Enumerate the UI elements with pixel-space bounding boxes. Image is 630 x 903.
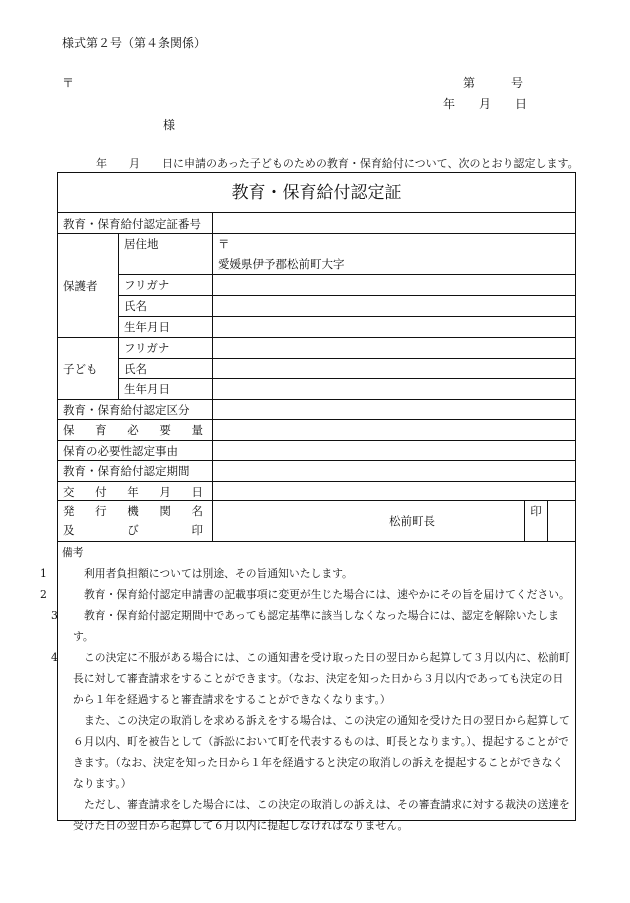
note-item <box>51 647 572 710</box>
row-divider <box>58 500 575 501</box>
label-char: 交 <box>63 485 75 499</box>
column-divider <box>212 213 213 541</box>
label-char: 育 <box>95 423 107 437</box>
addressee-suffix: 様 <box>163 118 176 132</box>
document-date: 年 月 日 <box>443 97 528 111</box>
row-divider <box>58 460 575 461</box>
guardian-dob-label: 生年月日 <box>124 320 170 334</box>
note-item <box>40 584 572 605</box>
guardian-address-value: 愛媛県伊予郡松前町大字 <box>218 257 345 271</box>
postal-mark: 〒 <box>62 76 75 90</box>
guardian-furigana-label: フリガナ <box>124 278 170 292</box>
notes-section <box>40 542 572 836</box>
label-char: 関 <box>159 504 171 518</box>
label-char: 月 <box>159 485 171 499</box>
row-divider <box>58 233 575 234</box>
care-amount-label <box>63 422 203 438</box>
row-divider <box>58 419 575 420</box>
label-char: 及 <box>63 523 75 537</box>
guardian-name-label: 氏名 <box>124 299 147 313</box>
issuer-value: 松前町長 <box>389 514 435 528</box>
form-label: 様式第２号（第４条関係） <box>62 36 207 50</box>
note-text: 教育・保育給付認定期間中であっても認定基準に該当しなくなった場合には、認定を解除いたします。 <box>73 609 559 643</box>
label-char: 要 <box>159 423 171 437</box>
label-char: 行 <box>95 504 107 518</box>
row-divider <box>118 274 575 275</box>
label-char: 量 <box>191 423 203 437</box>
row-divider <box>58 440 575 441</box>
issue-date-label <box>63 484 203 500</box>
row-divider <box>58 481 575 482</box>
label-char: 必 <box>127 423 139 437</box>
period-label: 教育・保育給付認定期間 <box>63 464 190 478</box>
certificate-table <box>40 172 576 832</box>
certificate-title: 教育・保育給付認定証 <box>58 173 575 213</box>
row-divider <box>58 337 575 338</box>
cert-number-label: 教育・保育給付認定証番号 <box>63 217 201 231</box>
child-label: 子ども <box>63 362 98 376</box>
label-char: 日 <box>191 485 203 499</box>
note-text: この決定に不服がある場合には、この通知書を受け取った日の翌日から起算して３月以内に、松前町長に対して審査請求をすることができます。（なお、決定を知った日から３月以内であっても決定の日から１年を経過すると審査請求をすることができなくなります。） <box>73 651 570 706</box>
note-text: 利用者負担額については別途、その旨通知いたします。 <box>84 567 353 580</box>
note-paragraph: ただし、審査請求をした場合には、この決定の取消しの訴えは、その審査請求に対する裁決の送達を受けた日の翌日から起算して６月以内に提起しなければなりません。 <box>73 798 570 832</box>
child-furigana-label: フリガナ <box>124 341 170 355</box>
row-divider <box>118 316 575 317</box>
note-number: 4 <box>51 651 58 664</box>
note-item <box>40 563 572 584</box>
row-divider <box>118 378 575 379</box>
label-char: 機 <box>127 504 139 518</box>
label-char: 保 <box>63 423 75 437</box>
category-label: 教育・保育給付認定区分 <box>63 403 190 417</box>
intro-sentence: 年 月 日に申請のあった子どものための教育・保育給付について、次のとおり認定します。 <box>96 157 579 170</box>
label-char: 年 <box>127 485 139 499</box>
row-divider <box>58 399 575 400</box>
issuer-label-line1 <box>63 503 203 519</box>
guardian-label: 保護者 <box>63 279 98 293</box>
column-divider <box>524 500 525 541</box>
guardian-address-postal: 〒 <box>218 237 230 251</box>
column-divider <box>547 500 548 541</box>
label-char: び <box>127 523 139 537</box>
note-number: 1 <box>40 567 47 580</box>
note-item <box>51 605 572 647</box>
seal-label: 印 <box>530 504 542 518</box>
issuer-label-line2 <box>63 522 203 538</box>
label-char: 名 <box>191 504 203 518</box>
document-number: 第 号 <box>463 76 524 90</box>
note-number: 2 <box>40 588 47 601</box>
notes-heading: 備考 <box>62 546 84 559</box>
label-char: 印 <box>191 523 203 537</box>
column-divider <box>118 233 119 399</box>
row-divider <box>118 358 575 359</box>
row-divider <box>118 295 575 296</box>
label-char: 発 <box>63 504 75 518</box>
note-text: 教育・保育給付認定申請書の記載事項に変更が生じた場合には、速やかにその旨を届けてください。 <box>84 588 570 601</box>
label-char: 付 <box>95 485 107 499</box>
child-name-label: 氏名 <box>124 362 147 376</box>
note-number: 3 <box>51 609 58 622</box>
child-dob-label: 生年月日 <box>124 382 170 396</box>
necessity-label: 保育の必要性認定事由 <box>63 444 178 458</box>
note-paragraph: また、この決定の取消しを求める訴えをする場合は、この決定の通知を受けた日の翌日から起算して６月以内、町を被告として（訴訟において町を代表するものは、町長となります。）、提起することができます。（なお、決定を知った日から１年を経過すると決定の取消しの訴えを提起することができなくなります。） <box>73 714 570 790</box>
guardian-address-label: 居住地 <box>124 237 159 251</box>
